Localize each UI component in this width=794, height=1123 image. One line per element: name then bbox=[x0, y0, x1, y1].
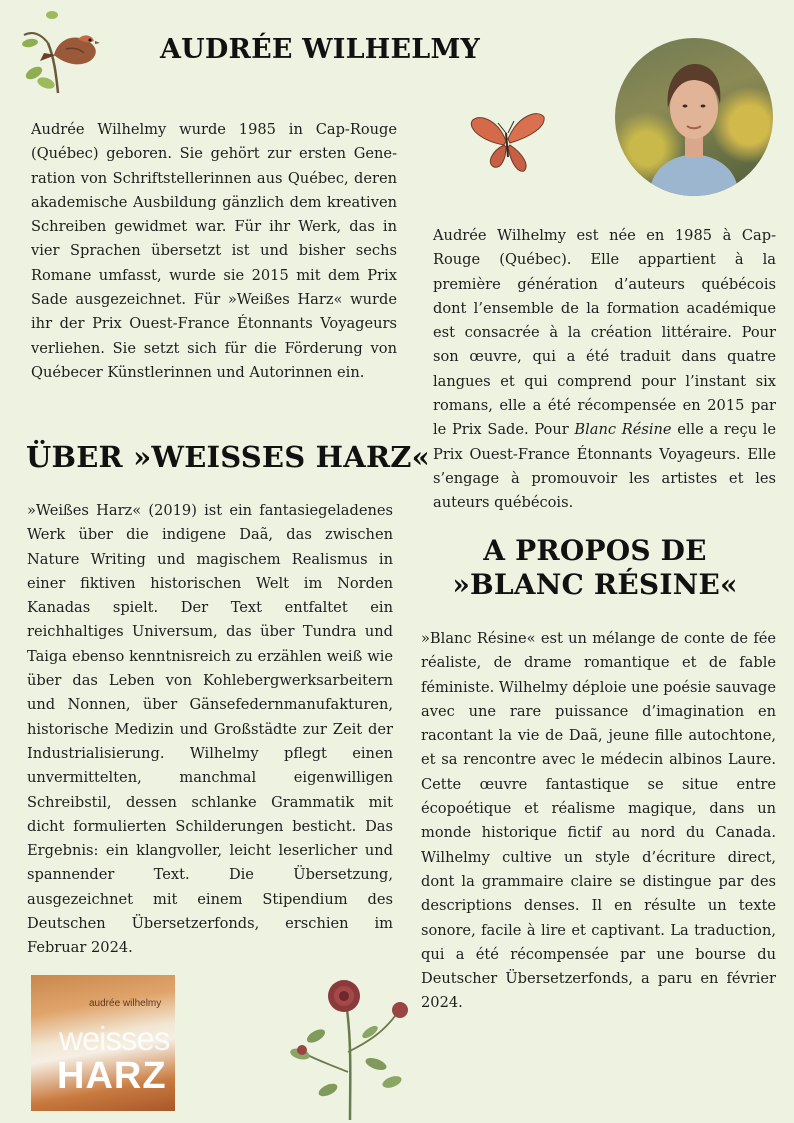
book-cover bbox=[31, 975, 175, 1111]
page-title: AUDRÉE WILHELMY bbox=[159, 34, 481, 65]
section-heading-german: ÜBER »WEISSES HARZ« bbox=[26, 440, 430, 474]
butterfly-icon bbox=[468, 105, 546, 177]
book-description-german: »Weißes Harz« (2019) ist ein fantasiegeladenes Werk über die indigene Daã, das zwischen Nature Writing und magischem Realismus in einer fiktiven historischen Welt im Norden Kanadas spielt. Der Text entfaltet ein reichhaltiges Universum, das über Tundra und Taiga ebenso kenntnisreich zu erzählen weiß wie über das Leben von Kohlebergwerksarbeitern und Nonnen, über Gänsefedernmanufakturen, historische Medizin und Großstädte zur Zeit der Industrialisierung. Wilhelmy pflegt einen unvermittelten, manchmal eigenwilligen Schreibstil, dessen schlanke Grammatik mit dicht formulierten Schilderungen besticht. Das Ergebnis: ein klangvoller, leicht leserlicher und spannender Text. Die Übersetzung, ausgezeichnet mit einem Stipendium des Deutschen Übersetzerfonds, erschien im Februar 2024. bbox=[27, 502, 393, 957]
author-bio-french bbox=[433, 224, 776, 516]
bio-fr-text-1: Audrée Wilhelmy est née en 1985 à Cap-Rouge (Québec). Elle appartient à la première génération d’auteurs québécois dont l’ensemble de la formation académique est consacrée à la création littéraire. Pour son œuvre, qui a été traduit dans quatre langues et qui comprend pour l’instant six romans, elle a été récompensée en 2015 par le Prix Sade. Pour bbox=[433, 227, 776, 439]
cover-title-line-1: weisses bbox=[59, 1020, 170, 1057]
heading-fr-line-2: »BLANC RÉSINE« bbox=[452, 568, 738, 601]
author-portrait bbox=[615, 38, 773, 196]
rose-icon bbox=[272, 972, 437, 1120]
author-bio-german: Audrée Wilhelmy wurde 1985 in Cap-Rouge (Québec) geboren. Sie gehört zur ersten Generation von Schriftstellerinnen aus Québec, deren akademische Ausbildung gänzlich dem kreativen Schreiben gewidmet war. Für ihr Werk, das in vier Sprachen übersetzt ist und bisher sechs Romane umfasst, wurde sie 2015 mit dem Prix Sade ausgezeichnet. Für »Weißes Harz« wurde ihr der Prix Ouest-France Étonnants Voyageurs verliehen. Sie setzt sich für die Förderung von Québecer Künstlerinnen und Autorinnen ein. bbox=[31, 121, 397, 381]
section-heading-french bbox=[430, 534, 760, 602]
book-title-italic: Blanc Résine bbox=[574, 421, 672, 439]
heading-fr-line-1: A PROPOS DE bbox=[483, 534, 707, 567]
bird-icon bbox=[18, 3, 100, 95]
cover-author: audrée wilhelmy bbox=[89, 998, 162, 1009]
bio-fr-text-2: elle a reçu le Prix Ouest-France Étonnants Voyageurs. Elle s’engage à promouvoir les artistes et les auteurs québécois. bbox=[433, 421, 776, 512]
cover-title-line-2: HARZ bbox=[57, 1055, 167, 1097]
book-description-french: »Blanc Résine« est un mélange de conte de fée réaliste, de drame romantique et de fable féministe. Wilhelmy déploie une poésie sauvage avec une rare puissance d’imagination en racontant la vie de Daã, jeune fille autochtone, et sa rencontre avec le médecin albinos Laure. Cette œuvre fantastique se situe entre écopoétique et réalisme magique, dans un monde historique fictif au nord du Canada. Wilhelmy cultive un style d’écriture direct, dont la grammaire claire se distingue par des descriptions denses. Il en résulte un texte sonore, facile à lire et captivant. La traduction, qui a été récompensée par une bourse du Deutscher Übersetzerfonds, a paru en février 2024. bbox=[421, 630, 776, 1012]
